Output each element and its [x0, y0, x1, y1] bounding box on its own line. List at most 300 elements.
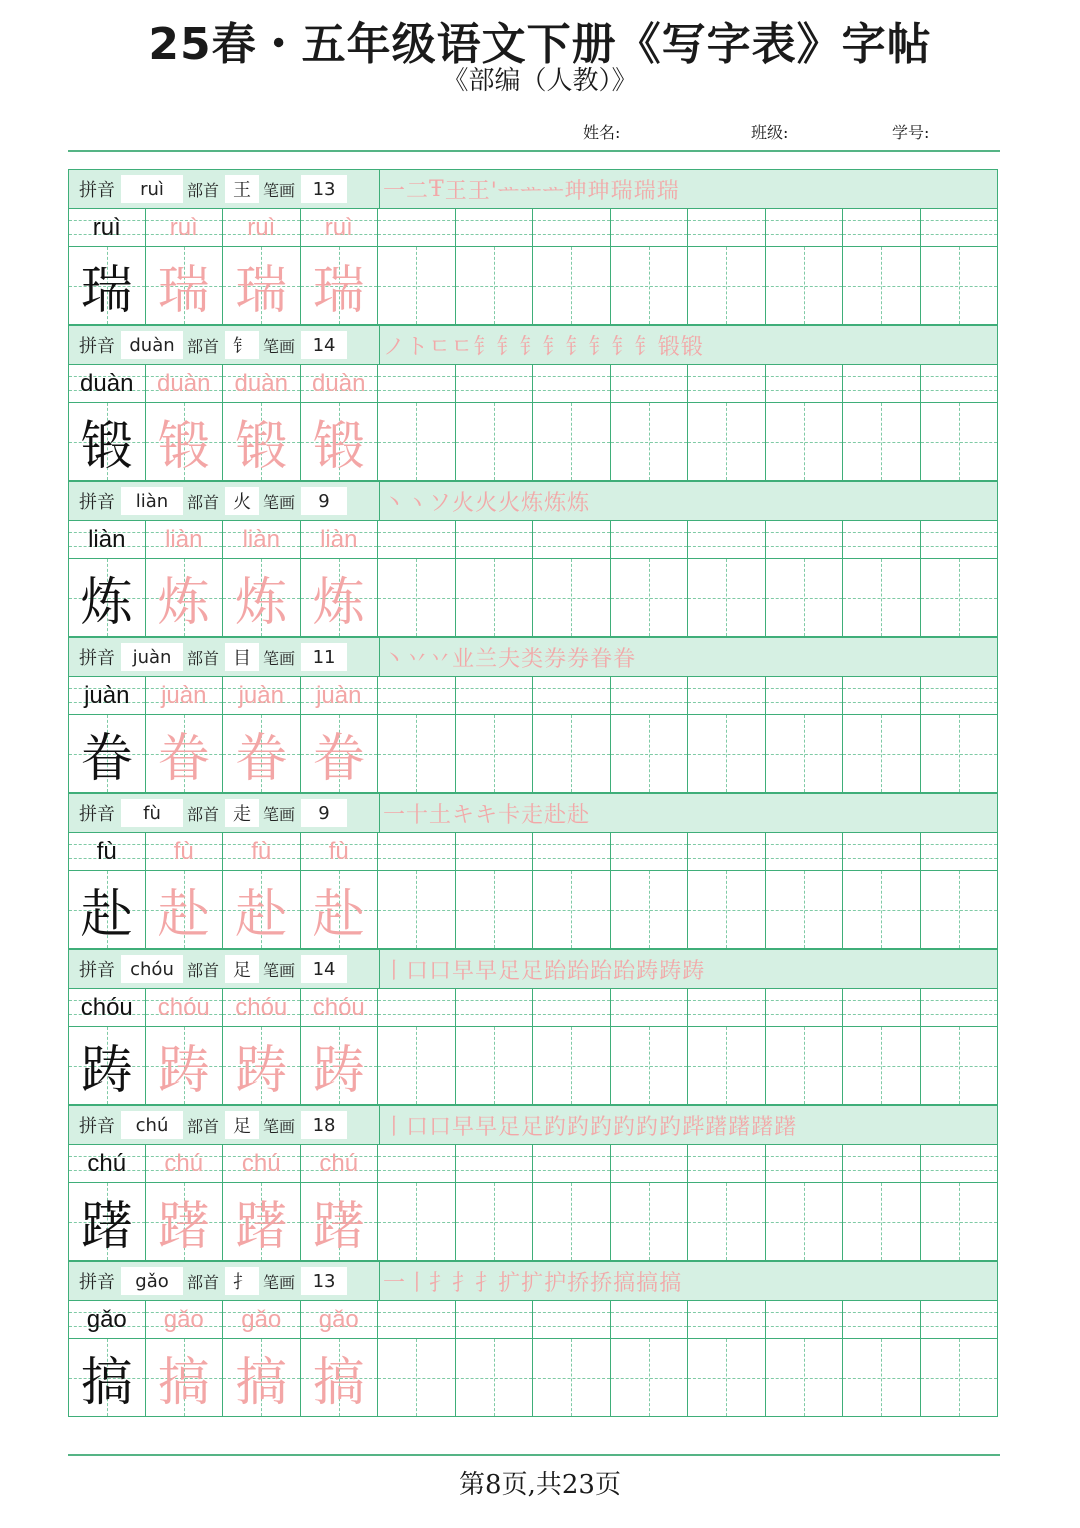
trace-pinyin: fù: [251, 837, 272, 865]
practice-cell[interactable]: [766, 989, 844, 1105]
trace-cell[interactable]: [146, 677, 224, 793]
stroke-step: 早: [452, 1114, 476, 1140]
pinyin-writing-line: [843, 989, 920, 1027]
pinyin-writing-line: [921, 833, 998, 871]
pinyin-writing-line: [456, 1145, 533, 1183]
tianzige-box: [611, 1027, 688, 1104]
practice-cell[interactable]: [456, 209, 534, 325]
stroke-step: 挢: [590, 1270, 614, 1296]
practice-cell[interactable]: [611, 1301, 689, 1417]
pinyin-writing-line: [146, 209, 223, 247]
tianzige-box: [69, 559, 145, 636]
stroke-count-value: 9: [301, 487, 347, 515]
practice-cell[interactable]: [843, 989, 921, 1105]
pinyin-label: 拼音: [79, 1116, 115, 1137]
practice-cell[interactable]: [766, 1145, 844, 1261]
info-divider: [379, 482, 380, 520]
practice-cell[interactable]: [921, 989, 999, 1105]
stroke-step: 扌: [475, 1270, 499, 1296]
stroke-step: 走: [521, 802, 545, 828]
tianzige-box: [688, 871, 765, 948]
radical-value: 走: [225, 799, 259, 827]
practice-cell[interactable]: [921, 209, 999, 325]
tianzige-box: [766, 1183, 843, 1260]
pinyin-writing-line: [611, 1145, 688, 1183]
character-info: [69, 638, 379, 676]
practice-cell[interactable]: [843, 521, 921, 637]
radical-value: 足: [225, 1111, 259, 1139]
stroke-order: [383, 170, 680, 208]
tianzige-box: [301, 559, 378, 636]
trace-character: 赴: [312, 885, 365, 945]
stroke-step: 赴: [544, 802, 568, 828]
pinyin-writing-line: [611, 833, 688, 871]
trace-cell[interactable]: [301, 833, 379, 949]
trace-cell[interactable]: [301, 677, 379, 793]
practice-cell[interactable]: [688, 521, 766, 637]
tianzige-box: [69, 715, 145, 792]
practice-cell[interactable]: [456, 365, 534, 481]
pinyin-writing-line: [146, 677, 223, 715]
trace-cell[interactable]: [301, 989, 379, 1105]
pinyin-writing-line: [766, 1145, 843, 1183]
trace-pinyin: gǎo: [163, 1305, 204, 1333]
stroke-step: 趵: [636, 1114, 660, 1140]
trace-character: 搞: [312, 1353, 365, 1413]
tianzige-box: [611, 1339, 688, 1416]
practice-cell[interactable]: [843, 1301, 921, 1417]
stroke-step: ᅭ: [497, 178, 521, 204]
practice-cell[interactable]: [688, 989, 766, 1105]
tianzige-box: [456, 403, 533, 480]
pinyin-writing-line: [611, 209, 688, 247]
stroke-step: 瑞: [610, 178, 634, 204]
pinyin-writing-line: [921, 677, 998, 715]
practice-cell[interactable]: [378, 989, 456, 1105]
stroke-step: 丷: [429, 646, 453, 672]
stroke-order: [383, 950, 705, 988]
practice-cell[interactable]: [533, 209, 611, 325]
pinyin-writing-line: [301, 1301, 378, 1339]
trace-character: 眷: [312, 729, 365, 789]
writing-grid: [68, 989, 998, 1105]
practice-cell[interactable]: [378, 1145, 456, 1261]
stroke-step: 早: [452, 958, 476, 984]
character-block: [68, 793, 998, 949]
trace-pinyin: fù: [173, 837, 194, 865]
tianzige-box: [378, 1027, 455, 1104]
pinyin-writing-line: [533, 209, 610, 247]
practice-cell[interactable]: [921, 521, 999, 637]
stroke-count-label: 笔画: [263, 492, 296, 512]
character-info: [69, 794, 379, 832]
trace-cell[interactable]: [223, 833, 301, 949]
tianzige-box: [301, 871, 378, 948]
pinyin-writing-line: [378, 1301, 455, 1339]
trace-cell[interactable]: [223, 989, 301, 1105]
practice-cell[interactable]: [456, 521, 534, 637]
stroke-count-label: 笔画: [263, 804, 296, 824]
trace-character: 瑞: [235, 261, 288, 321]
pinyin-writing-line: [223, 365, 300, 403]
writing-grid: [68, 521, 998, 637]
pinyin-writing-line: [766, 1301, 843, 1339]
stroke-step: 锻: [657, 334, 681, 360]
tianzige-box: [843, 247, 920, 324]
practice-cell[interactable]: [533, 677, 611, 793]
practice-cell[interactable]: [766, 209, 844, 325]
tianzige-box: [456, 1027, 533, 1104]
pinyin-writing-line: [456, 1301, 533, 1339]
practice-cell[interactable]: [688, 1145, 766, 1261]
tianzige-box: [456, 715, 533, 792]
practice-cell[interactable]: [766, 1301, 844, 1417]
trace-cell[interactable]: [146, 989, 224, 1105]
model-cell[interactable]: [68, 209, 146, 325]
model-character: 瑞: [80, 261, 133, 321]
pinyin-label: 拼音: [79, 336, 115, 357]
tianzige-box: [611, 715, 688, 792]
tianzige-box: [146, 1027, 223, 1104]
pinyin-value: duàn: [121, 331, 183, 359]
stroke-step: 足: [521, 958, 545, 984]
trace-pinyin: fù: [328, 837, 349, 865]
model-pinyin: juàn: [84, 681, 130, 709]
info-divider: [379, 326, 380, 364]
tianzige-box: [533, 871, 610, 948]
stroke-step: 趵: [659, 1114, 683, 1140]
pinyin-writing-line: [688, 989, 765, 1027]
trace-character: 炼: [157, 573, 210, 633]
tianzige-box: [688, 559, 765, 636]
pinyin-value: chú: [121, 1111, 183, 1139]
practice-cell[interactable]: [611, 989, 689, 1105]
stroke-step: ヽ: [406, 490, 430, 516]
radical-label: 部首: [187, 648, 220, 668]
footer-divider: [68, 1454, 1000, 1456]
practice-cell[interactable]: [921, 1301, 999, 1417]
trace-cell[interactable]: [146, 1301, 224, 1417]
tianzige-box: [611, 1183, 688, 1260]
practice-cell[interactable]: [456, 1301, 534, 1417]
stroke-step: 搞: [659, 1270, 683, 1296]
pinyin-writing-line: [456, 833, 533, 871]
practice-cell[interactable]: [843, 1145, 921, 1261]
tianzige-box: [766, 559, 843, 636]
pinyin-writing-line: [301, 989, 378, 1027]
character-block: [68, 169, 998, 325]
model-character: 锻: [80, 417, 133, 477]
practice-sheet: [68, 169, 998, 1416]
trace-cell[interactable]: [146, 833, 224, 949]
pinyin-writing-line: [146, 1301, 223, 1339]
stroke-step: 口: [429, 1114, 453, 1140]
stroke-count-label: 笔画: [263, 180, 296, 200]
tianzige-box: [223, 871, 300, 948]
practice-cell[interactable]: [688, 677, 766, 793]
model-pinyin: liàn: [88, 525, 126, 553]
character-block: [68, 1261, 998, 1417]
class-label: 班级:: [751, 123, 789, 142]
practice-cell[interactable]: [766, 521, 844, 637]
pinyin-writing-line: [223, 1145, 300, 1183]
trace-cell[interactable]: [301, 521, 379, 637]
model-cell[interactable]: [68, 1145, 146, 1261]
trace-character: 踌: [235, 1041, 288, 1101]
trace-cell[interactable]: [223, 365, 301, 481]
page-title: 25春・五年级语文下册《写字表》字帖: [148, 19, 932, 70]
trace-cell[interactable]: [301, 209, 379, 325]
stroke-step: 丨: [383, 958, 407, 984]
pinyin-writing-line: [843, 677, 920, 715]
pinyin-writing-line: [688, 833, 765, 871]
practice-cell[interactable]: [533, 521, 611, 637]
trace-character: 躇: [312, 1197, 365, 1257]
pinyin-writing-line: [611, 989, 688, 1027]
trace-cell[interactable]: [223, 1301, 301, 1417]
trace-character: 踌: [157, 1041, 210, 1101]
pinyin-writing-line: [456, 209, 533, 247]
trace-pinyin: juàn: [161, 681, 207, 709]
practice-cell[interactable]: [378, 365, 456, 481]
trace-cell[interactable]: [146, 521, 224, 637]
pinyin-writing-line: [688, 365, 765, 403]
tianzige-box: [301, 1027, 378, 1104]
trace-pinyin: liàn: [165, 525, 203, 553]
pinyin-writing-line: [611, 521, 688, 559]
pinyin-writing-line: [223, 677, 300, 715]
stroke-step: 眷: [613, 646, 637, 672]
pinyin-writing-line: [69, 521, 145, 559]
tianzige-box: [146, 559, 223, 636]
tianzige-box: [921, 403, 998, 480]
stroke-step: 躇: [751, 1114, 775, 1140]
practice-cell[interactable]: [688, 365, 766, 481]
pinyin-writing-line: [688, 209, 765, 247]
model-character: 搞: [80, 1353, 133, 1413]
practice-cell[interactable]: [766, 365, 844, 481]
tianzige-box: [766, 247, 843, 324]
stroke-step: 土: [429, 802, 453, 828]
pinyin-writing-line: [766, 833, 843, 871]
pinyin-writing-line: [688, 521, 765, 559]
tianzige-box: [456, 247, 533, 324]
trace-pinyin: chóu: [312, 993, 365, 1021]
model-cell[interactable]: [68, 989, 146, 1105]
practice-cell[interactable]: [378, 1301, 456, 1417]
practice-cell[interactable]: [611, 365, 689, 481]
tianzige-box: [843, 403, 920, 480]
stroke-order: [383, 794, 590, 832]
trace-cell[interactable]: [301, 365, 379, 481]
stroke-step: 跸: [682, 1114, 706, 1140]
practice-cell[interactable]: [456, 1145, 534, 1261]
trace-cell[interactable]: [223, 677, 301, 793]
practice-cell[interactable]: [688, 833, 766, 949]
practice-cell[interactable]: [533, 365, 611, 481]
model-cell[interactable]: [68, 833, 146, 949]
trace-character: 躇: [235, 1197, 288, 1257]
stroke-step: ㄷ: [451, 334, 474, 360]
model-pinyin: duàn: [80, 369, 134, 397]
stroke-step: 瑞: [633, 178, 657, 204]
pinyin-writing-line: [378, 833, 455, 871]
stroke-step: ノ: [383, 334, 407, 360]
trace-cell[interactable]: [223, 521, 301, 637]
practice-cell[interactable]: [456, 677, 534, 793]
practice-cell[interactable]: [921, 833, 999, 949]
trace-character: 躇: [157, 1197, 210, 1257]
tianzige-box: [843, 559, 920, 636]
pinyin-writing-line: [533, 833, 610, 871]
practice-cell[interactable]: [533, 989, 611, 1105]
practice-cell[interactable]: [766, 833, 844, 949]
stroke-step: 炼: [567, 490, 591, 516]
tianzige-box: [378, 247, 455, 324]
practice-cell[interactable]: [456, 989, 534, 1105]
stroke-step: 早: [475, 1114, 499, 1140]
stroke-step: 珅: [587, 178, 611, 204]
practice-cell[interactable]: [611, 209, 689, 325]
practice-cell[interactable]: [843, 677, 921, 793]
practice-cell[interactable]: [688, 1301, 766, 1417]
practice-cell[interactable]: [533, 1145, 611, 1261]
practice-cell[interactable]: [688, 209, 766, 325]
radical-label: 部首: [187, 1116, 220, 1136]
stroke-step: 跆: [567, 958, 591, 984]
stroke-step: 躇: [705, 1114, 729, 1140]
practice-cell[interactable]: [378, 209, 456, 325]
stroke-step: 钅: [473, 334, 497, 360]
pinyin-writing-line: [69, 989, 145, 1027]
pinyin-writing-line: [146, 833, 223, 871]
model-cell[interactable]: [68, 365, 146, 481]
tianzige-box: [921, 1027, 998, 1104]
stroke-step: 类: [521, 646, 545, 672]
trace-character: 踌: [312, 1041, 365, 1101]
trace-character: 眷: [157, 729, 210, 789]
tianzige-box: [843, 1027, 920, 1104]
stroke-step: 搞: [636, 1270, 660, 1296]
character-info-bar: [68, 949, 998, 989]
pinyin-writing-line: [378, 1145, 455, 1183]
practice-cell[interactable]: [766, 677, 844, 793]
pinyin-writing-line: [766, 209, 843, 247]
pinyin-writing-line: [843, 833, 920, 871]
tianzige-box: [921, 559, 998, 636]
practice-cell[interactable]: [378, 521, 456, 637]
trace-character: 瑞: [157, 261, 210, 321]
trace-cell[interactable]: [301, 1145, 379, 1261]
stroke-step: 珅: [564, 178, 588, 204]
model-pinyin: chóu: [80, 993, 133, 1021]
model-character: 踌: [80, 1041, 133, 1101]
pinyin-writing-line: [69, 209, 145, 247]
pinyin-label: 拼音: [79, 180, 115, 201]
trace-cell[interactable]: [223, 1145, 301, 1261]
pinyin-value: gǎo: [121, 1267, 183, 1295]
radical-value: 火: [225, 487, 259, 515]
pinyin-writing-line: [921, 365, 998, 403]
tianzige-box: [146, 403, 223, 480]
info-divider: [379, 1106, 380, 1144]
model-cell[interactable]: [68, 1301, 146, 1417]
practice-cell[interactable]: [921, 677, 999, 793]
trace-cell[interactable]: [223, 209, 301, 325]
tianzige-box: [69, 1027, 145, 1104]
trace-cell[interactable]: [146, 365, 224, 481]
stroke-step: 护: [544, 1270, 568, 1296]
stroke-step: 火: [498, 490, 522, 516]
practice-cell[interactable]: [843, 209, 921, 325]
tianzige-box: [146, 715, 223, 792]
tianzige-box: [223, 247, 300, 324]
practice-cell[interactable]: [611, 521, 689, 637]
practice-cell[interactable]: [533, 1301, 611, 1417]
model-cell[interactable]: [68, 677, 146, 793]
pinyin-writing-line: [921, 521, 998, 559]
practice-cell[interactable]: [378, 833, 456, 949]
stroke-step: 丨: [383, 1114, 407, 1140]
stroke-count-value: 14: [301, 331, 347, 359]
pinyin-writing-line: [378, 209, 455, 247]
practice-cell[interactable]: [843, 365, 921, 481]
stroke-step: 眷: [590, 646, 614, 672]
trace-cell[interactable]: [146, 209, 224, 325]
student-info-row: [0, 120, 1080, 142]
practice-cell[interactable]: [456, 833, 534, 949]
practice-cell[interactable]: [533, 833, 611, 949]
pinyin-writing-line: [766, 521, 843, 559]
model-cell[interactable]: [68, 521, 146, 637]
writing-grid: [68, 1301, 998, 1417]
stroke-step: 扩: [521, 1270, 545, 1296]
stroke-order: [383, 638, 636, 676]
pinyin-label: 拼音: [79, 492, 115, 513]
stroke-step: 足: [498, 958, 522, 984]
trace-pinyin: juàn: [238, 681, 284, 709]
stroke-count-label: 笔画: [263, 1272, 296, 1292]
practice-cell[interactable]: [611, 1145, 689, 1261]
practice-cell[interactable]: [921, 1145, 999, 1261]
tianzige-box: [843, 1183, 920, 1260]
tianzige-box: [69, 1183, 145, 1260]
stroke-count-value: 18: [301, 1111, 347, 1139]
tianzige-box: [301, 247, 378, 324]
practice-cell[interactable]: [843, 833, 921, 949]
practice-cell[interactable]: [921, 365, 999, 481]
stroke-step: 一: [383, 802, 407, 828]
stroke-step: 丷: [406, 646, 430, 672]
practice-cell[interactable]: [611, 833, 689, 949]
trace-pinyin: ruì: [169, 213, 198, 241]
character-info: [69, 170, 379, 208]
stroke-count-value: 9: [301, 799, 347, 827]
trace-cell[interactable]: [301, 1301, 379, 1417]
stroke-step: 火: [452, 490, 476, 516]
stroke-step: 口: [406, 1114, 430, 1140]
header-divider: [68, 150, 1000, 152]
tianzige-box: [921, 1339, 998, 1416]
stroke-step: 赴: [567, 802, 591, 828]
trace-cell[interactable]: [146, 1145, 224, 1261]
practice-cell[interactable]: [378, 677, 456, 793]
practice-cell[interactable]: [611, 677, 689, 793]
stroke-step: 挢: [567, 1270, 591, 1296]
character-info: [69, 326, 379, 364]
stroke-step: 券: [567, 646, 591, 672]
character-info-bar: [68, 169, 998, 209]
